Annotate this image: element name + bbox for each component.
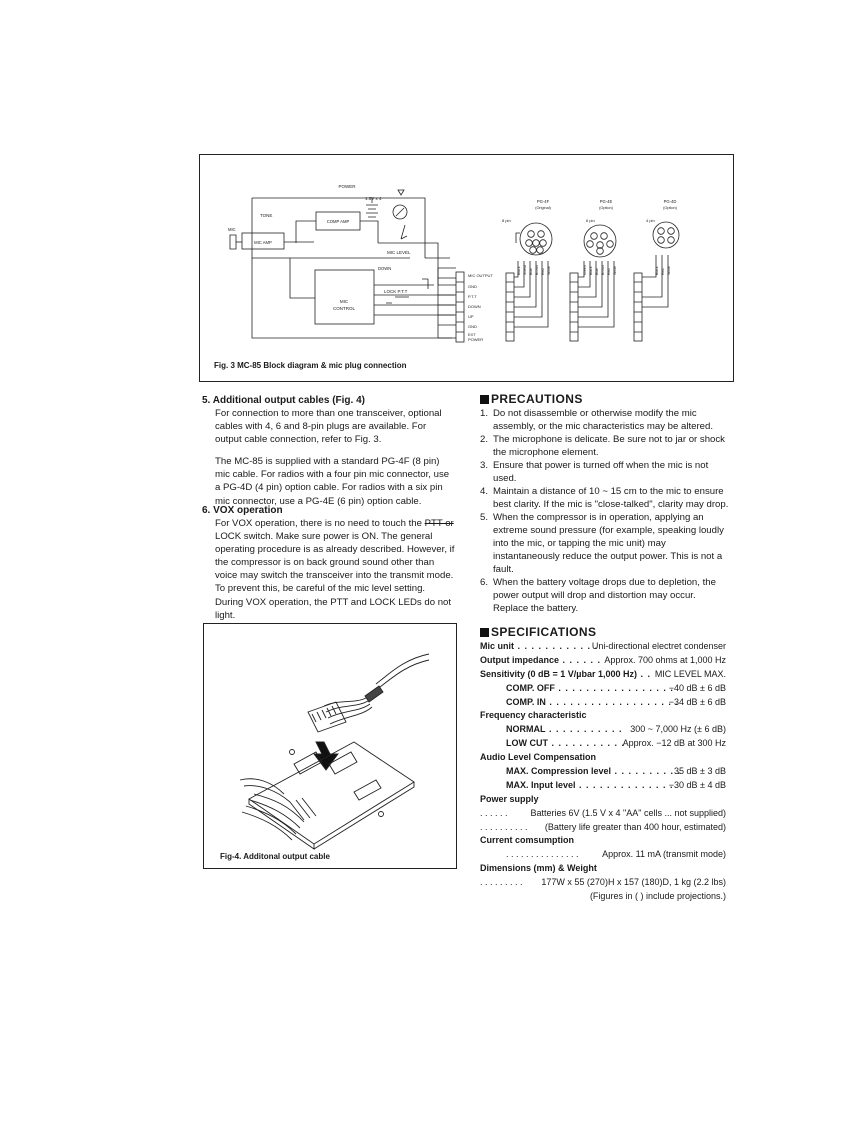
- wire-4-2: White: [667, 266, 671, 275]
- spec-label: Output impedance . . . . . .: [480, 654, 602, 665]
- label-pin2: GND: [468, 284, 477, 289]
- spec-label: Sensitivity (0 dB = 1 V/µbar 1,000 Hz) . .: [480, 668, 652, 679]
- spec-dots: . .: [637, 668, 652, 679]
- label-pin5: UP: [468, 314, 474, 319]
- label-pin4: DOWN: [468, 304, 481, 309]
- list-item-text: Ensure that power is turned off when the mic is not used.: [493, 460, 709, 484]
- spec-row: [480, 862, 726, 876]
- plug-pg4f-name: PG-4F: [536, 199, 550, 204]
- spec-label: . . . . . . . . .: [480, 877, 523, 888]
- spec-row: [480, 640, 726, 654]
- label-down: DOWN: [378, 266, 392, 271]
- spec-dots: . . . . . . . . . . . . . .: [575, 779, 674, 790]
- label-pin6: GND: [468, 324, 477, 329]
- label-pin7a: EXT: [468, 332, 476, 337]
- plug-pg4f-sub: (Original): [535, 206, 551, 210]
- spec-label: . . . . . .: [480, 807, 508, 818]
- plug-pg4e-pins: 6 pin: [586, 218, 595, 223]
- spec-label: Audio Level Compensation: [480, 752, 597, 763]
- specifications-heading: [480, 625, 726, 639]
- spec-value: 35 dB ± 3 dB: [674, 766, 726, 777]
- spec-row: [480, 682, 726, 696]
- spec-row: [480, 723, 726, 737]
- spec-row: [480, 793, 726, 807]
- list-item-number: 6.: [480, 577, 489, 588]
- plug-pg4d-sub: (Option): [663, 206, 677, 210]
- spec-label: Frequency characteristic: [480, 710, 587, 721]
- plug-pg4e-name: PG-4E: [599, 199, 613, 204]
- spec-label: Current comsumption: [480, 835, 575, 846]
- wire-8-4: Red: [541, 268, 545, 275]
- section-6-para: [215, 517, 455, 622]
- spec-dots: . . . . . . . . . . .: [548, 738, 626, 749]
- section-6-text-strike: PTT or: [424, 518, 454, 529]
- spec-row: [480, 779, 726, 793]
- spec-row: [480, 848, 726, 862]
- spec-label: MAX. Compression level . . . . . . . . . .: [506, 766, 682, 777]
- list-item: [480, 511, 732, 576]
- spec-row: [480, 751, 726, 765]
- spec-value: (Battery life greater than 400 hour, estimated): [544, 821, 726, 832]
- list-item-text: Do not disassemble or otherwise modify the mic assembly, or the mic characteristics may be altered.: [493, 408, 714, 432]
- list-item: [480, 433, 732, 459]
- spec-row: [480, 696, 726, 710]
- spec-value: Approx. 700 ohms at 1,000 Hz: [604, 654, 726, 665]
- wire-8-2: Blue: [529, 267, 533, 275]
- precautions-section: [480, 392, 732, 615]
- list-item-number: 4.: [480, 486, 489, 497]
- list-item: [480, 576, 732, 615]
- square-bullet-icon: [480, 628, 489, 637]
- label-comp-amp: COMP AMP: [326, 219, 350, 224]
- spec-table: [480, 640, 726, 904]
- specifications-heading-text: SPECIFICATIONS: [491, 625, 597, 639]
- wire-6-0: Green: [583, 265, 587, 275]
- wire-6-4: Red: [607, 268, 611, 275]
- spec-value: Approx. −12 dB at 300 Hz: [622, 738, 726, 749]
- spec-value: Batteries 6V (1.5 V x 4 "AA" cells ... not supplied): [530, 807, 726, 818]
- list-item: [480, 485, 732, 511]
- spec-label: Power supply: [480, 793, 539, 804]
- spec-value: −30 dB ± 4 dB: [668, 779, 726, 790]
- wire-8-5: White: [547, 266, 551, 275]
- spec-dots: . . . . . . . . . .: [611, 766, 682, 777]
- plug-pg4d-pins: 4 pin: [646, 218, 655, 223]
- spec-value: −40 dB ± 6 dB: [668, 682, 726, 693]
- spec-dots: . . . . . . . . . . . . . . . . .: [554, 682, 674, 693]
- wire-4-0: Black: [655, 266, 659, 275]
- spec-row: [480, 890, 726, 904]
- square-bullet-icon: [480, 395, 489, 404]
- section-6-text-pre: For VOX operation, there is no need to touch the: [215, 518, 425, 529]
- section-5-heading: 5. Additional output cables (Fig. 4): [202, 395, 365, 406]
- label-mic-level: MIC LEVEL: [387, 250, 411, 255]
- spec-label: NORMAL . . . . . . . . . . .: [506, 724, 623, 735]
- figure-3-caption: Fig. 3 MC-85 Block diagram & mic plug connection: [214, 361, 407, 370]
- spec-label: . . . . . . . . . . . . . . .: [506, 849, 579, 860]
- wire-6-3: Brown: [601, 265, 605, 275]
- label-mic-control-2: CONTROL: [332, 306, 356, 311]
- label-mic-control-1: MIC: [339, 299, 349, 304]
- section-6-heading: 6. VOX operation: [202, 505, 283, 516]
- list-item: [480, 407, 732, 433]
- wire-8-3: Brown: [535, 265, 539, 275]
- spec-value: (Figures in ( ) include projections.): [589, 891, 726, 902]
- spec-label: Dimensions (mm) & Weight: [480, 863, 597, 874]
- spec-label: LOW CUT . . . . . . . . . . .: [506, 738, 626, 749]
- spec-label: . . . . . . . . . .: [480, 821, 528, 832]
- wire-6-2: Blue: [595, 267, 599, 275]
- spec-row: [480, 807, 726, 821]
- list-item-text: Maintain a distance of 10 ~ 15 cm to the mic to ensure best clarity. If the mic is "close-talked", clarity may drop.: [493, 486, 729, 510]
- spec-row: [480, 834, 726, 848]
- spec-dots: . . . . . .: [559, 654, 602, 665]
- specifications-section: [480, 625, 726, 904]
- cable-illustration: [204, 624, 456, 868]
- precautions-heading: [480, 392, 732, 406]
- list-item: [480, 459, 732, 485]
- wire-8-1: Shield: [523, 265, 527, 275]
- precautions-list: [480, 407, 732, 615]
- precautions-heading-text: PRECAUTIONS: [491, 392, 583, 406]
- spec-label: COMP. IN . . . . . . . . . . . . . . . . . . .: [506, 696, 679, 707]
- spec-label: Mic unit . . . . . . . . . . . .: [480, 641, 599, 651]
- wire-6-1: Black: [589, 266, 593, 275]
- label-mic: MIC: [228, 227, 236, 232]
- spec-row: [480, 821, 726, 835]
- spec-row: [480, 654, 726, 668]
- label-pin3: P.T.T: [468, 294, 477, 299]
- spec-value: 300 ~ 7,000 Hz (± 6 dB): [630, 724, 726, 735]
- spec-row: [480, 668, 726, 682]
- section-6-text-post: LOCK switch. Make sure power is ON. The general operating procedure is as already described. However, if the compressor is on back ground sound other than voice may switch the transceiver into the transmit mode. To prevent this, be careful of the mic level setting. During VOX operation, the PTT and LOCK LEDs do not light.: [215, 531, 455, 621]
- figure-4-caption: Fig-4. Additonal output cable: [220, 852, 330, 861]
- spec-row: [480, 709, 726, 723]
- section-6: [202, 505, 455, 622]
- section-5-para-1: For connection to more than one transceiver, optional cables with 4, 6 and 8-pin plugs are available. For output cable connection, refer to Fig. 3.: [215, 408, 442, 446]
- spec-dots: . . . . . . . . . . . . . . . . . . .: [545, 696, 679, 707]
- spec-dots: . . . . . . . . . . .: [545, 724, 623, 735]
- label-tone: TONE: [260, 213, 273, 218]
- list-item-text: The microphone is delicate. Be sure not to jar or shock the microphone element.: [493, 434, 725, 458]
- label-pin7b: POWER: [468, 337, 484, 342]
- spec-value: MIC LEVEL MAX.: [654, 668, 726, 679]
- spec-label: MAX. Input level . . . . . . . . . . . . . .: [506, 779, 674, 790]
- section-5-para-2: The MC-85 is supplied with a standard PG-4F (8 pin) mic cable. For radios with a four pin mic connector, use a PG-4D (4 pin) option cable. For radios with a six pin mic connector, use a PG-4E (6 pin) option cable.: [215, 456, 450, 507]
- label-pin1: MIC OUTPUT: [468, 273, 493, 278]
- figure-4-box: [203, 623, 457, 869]
- list-item-number: 1.: [480, 408, 489, 419]
- block-diagram: [200, 155, 733, 381]
- spec-value: Approx. 11 mA (transmit mode): [602, 849, 726, 860]
- list-item-number: 3.: [480, 460, 489, 471]
- plug-pg4d-name: PG-4D: [663, 199, 677, 204]
- spec-row: [480, 876, 726, 890]
- plug-pg4f-pins: 8 pin: [502, 218, 511, 223]
- list-item-number: 5.: [480, 512, 489, 523]
- figure-3-box: [199, 154, 734, 382]
- list-item-text: When the compressor is in operation, applying an extreme sound pressure (for example, speaking loudly into the mic, or tapping the mic unit) may instantaneously reduce the output power. This is not a fault.: [493, 512, 724, 575]
- wire-4-1: Red: [661, 268, 665, 275]
- section-5: [202, 395, 455, 508]
- label-battery: 1.5V x 4: [365, 196, 382, 201]
- spec-row: [480, 737, 726, 751]
- list-item-number: 2.: [480, 434, 489, 445]
- wire-6-5: White: [613, 266, 617, 275]
- label-mic-amp: MIC AMP: [254, 240, 272, 245]
- list-item-text: When the battery voltage drops due to depletion, the power output will drop and distortion may occur. Replace the battery.: [493, 577, 716, 614]
- wire-8-0: Black: [517, 266, 521, 275]
- spec-dots: . . . . . . . . . . . .: [514, 641, 599, 651]
- label-power: POWER: [338, 184, 356, 189]
- spec-value: 177W x 55 (270)H x 157 (180)D, 1 kg (2.2 lbs): [541, 877, 726, 888]
- spec-row: [480, 765, 726, 779]
- spec-value: −34 dB ± 6 dB: [668, 696, 726, 707]
- spec-value: Uni-directional electret condenser: [591, 641, 726, 651]
- spec-label: COMP. OFF . . . . . . . . . . . . . . . . .: [506, 682, 674, 693]
- label-lock-ptt: LOCK P.T.T: [384, 289, 408, 294]
- plug-pg4e-sub: (Option): [599, 206, 613, 210]
